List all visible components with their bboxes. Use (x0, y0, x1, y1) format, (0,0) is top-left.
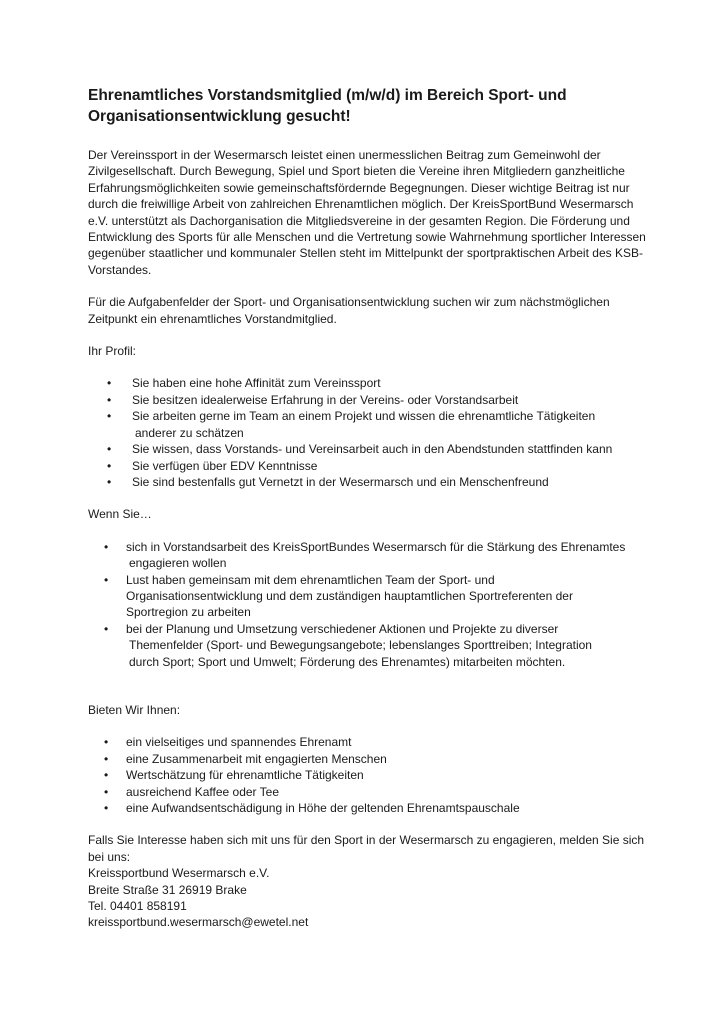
list-item (88, 458, 648, 474)
list-item-text: bei der Planung und Umsetzung verschiedener Aktionen und Projekte zu diverser (126, 621, 559, 636)
list-item-text: ausreichend Kaffee oder Tee (126, 784, 280, 799)
intro-paragraph: Der Vereinssport in der Wesermarsch leistet einen unermesslichen Beitrag zum Gemeinwohl der Zivilgesellschaft. Durch Bewegung, Spiel und Sport bieten die Vereine ihren Mitgliedern ganzheitliche Erfahrungsmöglichkeiten sowie gemeinschaftsfördernde Begegnungen. Dieser wichtige Beitrag ist nur durch die freiwillige Arbeit von zahlreichen Ehrenamtlichen möglich. Der KreisSportBund Wesermarsch e.V. unterstützt als Dachorganisation die Mitgliedsvereine in der gesamten Region. Die Förderung und Entwicklung des Sports für alle Menschen und die Vertretung sowie Wahrnehmung sportlicher Interessen gegenüber staatlicher und kommunaler Stellen steht im Mittelpunkt der sportpraktischen Arbeit des KSB-Vorstandes. (88, 148, 646, 277)
list-item-text: ein vielseitiges und spannendes Ehrenamt (126, 735, 352, 750)
list-item-text: durch Sport; Sport und Umwelt; Förderung des Ehrenamtes) mitarbeiten möchten. (129, 654, 566, 669)
profile-list (88, 375, 648, 490)
list-item (88, 474, 648, 490)
bullet-icon: • (104, 801, 109, 815)
bullet-icon: • (107, 474, 112, 489)
bullet-icon: • (107, 458, 112, 473)
search-paragraph: Für die Aufgabenfelder der Sport- und Organisationsentwicklung suchen wir zum nächstmöglichen Zeitpunkt ein ehrenamtliches Vorstandmitglied. (88, 295, 610, 326)
bullet-icon: • (104, 751, 109, 766)
list-item-text: Sie verfügen über EDV Kenntnisse (132, 458, 318, 473)
list-item-text: Sie besitzen idealerweise Erfahrung in der Vereins- oder Vorstandsarbeit (132, 392, 519, 407)
list-item-text: Lust haben gemeinsam mit dem ehrenamtlichen Team der Sport- und (126, 572, 495, 587)
list-item (88, 734, 648, 750)
contact-org: Kreissportbund Wesermarsch e.V. (88, 866, 270, 881)
bullet-icon: • (107, 392, 112, 407)
list-item-text: sich in Vorstandsarbeit des KreisSportBundes Wesermarsch für die Stärkung des Ehrenamtes (126, 539, 626, 554)
list-item-text: anderer zu schätzen (135, 425, 244, 440)
list-item-text: Sie haben eine hohe Affinität zum Vereinssport (132, 376, 381, 391)
contact-address: Breite Straße 31 26919 Brake (88, 882, 247, 897)
list-item (88, 751, 648, 767)
bullet-icon: • (107, 376, 112, 391)
list-item (88, 784, 648, 800)
bieten-heading: Bieten Wir Ihnen: (88, 702, 181, 717)
list-item (88, 572, 648, 621)
list-item (88, 392, 648, 408)
profile-heading: Ihr Profil: (88, 344, 137, 359)
list-item-text: engagieren wollen (129, 556, 227, 571)
contact-email[interactable]: kreissportbund.wesermarsch@ewetel.net (88, 915, 309, 930)
list-item-text: Themenfelder (Sport- und Bewegungsangebote; lebenslanges Sporttreiben; Integration (129, 638, 592, 653)
bieten-list (88, 734, 648, 816)
list-item (88, 539, 648, 572)
bullet-icon: • (107, 409, 112, 424)
bullet-icon: • (107, 442, 112, 457)
bullet-icon: • (104, 621, 109, 636)
list-item-text: eine Aufwandsentschädigung in Höhe der geltenden Ehrenamtspauschale (126, 801, 520, 815)
list-item-text: Sie arbeiten gerne im Team an einem Projekt und wissen die ehrenamtliche Tätigkeiten (132, 409, 596, 424)
bullet-icon: • (104, 735, 109, 750)
list-item (88, 767, 648, 783)
closing-paragraph: Falls Sie Interesse haben sich mit uns für den Sport in der Wesermarsch zu engagieren, melden Sie sich bei uns: (88, 833, 645, 864)
list-item (88, 800, 648, 816)
document-page (88, 85, 648, 931)
list-item-text: eine Zusammenarbeit mit engagierten Menschen (126, 751, 387, 766)
wenn-heading: Wenn Sie… (88, 507, 152, 522)
list-item-text: Sie sind bestenfalls gut Vernetzt in der Wesermarsch und ein Menschenfreund (132, 474, 549, 489)
contact-phone: Tel. 04401 858191 (88, 899, 187, 914)
list-item (88, 441, 648, 457)
bullet-icon: • (104, 768, 109, 783)
list-item-text: Sportregion zu arbeiten (126, 605, 251, 620)
list-item-text: Sie wissen, dass Vorstands- und Vereinsarbeit auch in den Abendstunden stattfinden kann (132, 442, 613, 457)
list-item (88, 408, 648, 441)
list-item-text: Organisationsentwicklung und dem zuständigen hauptamtlichen Sportreferenten der (126, 588, 573, 603)
bullet-icon: • (104, 539, 109, 554)
wenn-list (88, 539, 648, 670)
bullet-icon: • (104, 572, 109, 587)
list-item-text: Wertschätzung für ehrenamtliche Tätigkeiten (126, 768, 364, 783)
list-item (88, 375, 648, 391)
list-item (88, 621, 648, 670)
bullet-icon: • (104, 784, 109, 799)
document-title: Ehrenamtliches Vorstandsmitglied (m/w/d) im Bereich Sport- und Organisationsentwicklung gesucht! (88, 87, 567, 125)
